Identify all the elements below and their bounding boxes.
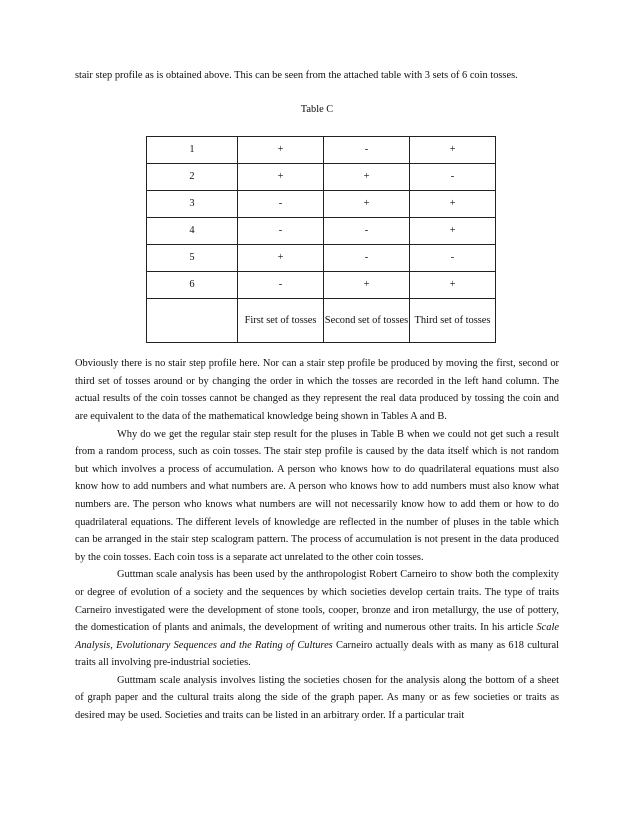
paragraph-text: Guttman scale analysis has been used by the anthropologist Robert Carneiro to show both the complexity or degree of evolution of a society and the sequences by which societies develop certain traits. The type of traits Carneiro investigated were the development of stone tools, cooper, bronze and iron metallurgy, the use of pottery, the domestication of plants and animals, the development of writing and numerous other traits. In his article [75, 569, 559, 634]
table-cell: - [238, 272, 324, 299]
body-paragraph: Obviously there is no stair step profile here. Nor can a stair step profile be produced by moving the first, second or third set of tosses around or by changing the order in which the tosses are recorded in the left hand column. The actual results of the coin tosses cannot be changed as they represent the real data produced by tossing the coin and are equivalent to the data of the mathematical knowledge being shown in Tables A and B. [75, 358, 559, 422]
table-header-cell [147, 299, 238, 343]
table-row [147, 191, 496, 218]
table-cell: + [410, 191, 496, 218]
article-title: Scale Analysis, Evolutionary Sequences and the Rating of Cultures [75, 622, 559, 651]
table-cell: + [238, 137, 324, 164]
table-row [147, 245, 496, 272]
table-cell: - [324, 245, 410, 272]
table-cell: 5 [147, 245, 238, 272]
table-cell: 2 [147, 164, 238, 191]
table-cell: 6 [147, 272, 238, 299]
body-paragraph [75, 566, 559, 672]
table-cell: 4 [147, 218, 238, 245]
document-page [75, 67, 559, 725]
table-cell: - [238, 218, 324, 245]
intro-paragraph: stair step profile as is obtained above. This can be seen from the attached table with 3 sets of 6 coin tosses. [75, 70, 518, 81]
table-header-cell: First set of tosses [238, 299, 324, 343]
table-cell: + [324, 272, 410, 299]
table-cell: + [410, 137, 496, 164]
table-row [147, 218, 496, 245]
table-header-cell: Second set of tosses [324, 299, 410, 343]
table-cell: + [410, 272, 496, 299]
table-cell: + [410, 218, 496, 245]
table-row [147, 164, 496, 191]
table-row [147, 272, 496, 299]
table-header-row [147, 299, 496, 343]
table-header-cell: Third set of tosses [410, 299, 496, 343]
table-cell: + [238, 164, 324, 191]
table-cell: - [410, 164, 496, 191]
body-paragraph: Why do we get the regular stair step result for the pluses in Table B when we could not get such a result from a random process, such as coin tosses. The stair step profile is caused by the data itself which is not random but which involves a process of accumulation. A person who knows how to do quadrilateral equations must also know how to add numbers and what numbers are. A person who knows how to add numbers must also know what numbers are. The person who knows what numbers are will not necessarily know how to add them or how to do quadrilateral equations. The different levels of knowledge are reflected in the number of pluses in the table which can be arranged in the stair step scalogram pattern. The process of accumulation is not present in the data produced by the coin tosses. Each coin toss is a separate act unrelated to the other coin tosses. [75, 428, 559, 563]
table-caption: Table C [300, 103, 334, 115]
coin-toss-table [146, 136, 496, 343]
table-cell: - [324, 137, 410, 164]
table-cell: - [238, 191, 324, 218]
table-cell: 3 [147, 191, 238, 218]
table-cell: + [238, 245, 324, 272]
paragraph-text: Carneiro actually deals with as many as 618 cultural traits all involving pre-industrial societies. [75, 639, 559, 669]
table-row [147, 137, 496, 164]
table-cell: - [324, 218, 410, 245]
table-cell: - [410, 245, 496, 272]
table-cell: + [324, 191, 410, 218]
table-cell: 1 [147, 137, 238, 164]
body-paragraph: Guttmam scale analysis involves listing the societies chosen for the analysis along the bottom of a sheet of graph paper and the cultural traits along the side of the graph paper. As many or as few societies or traits as desired may be used. Societies and traits can be listed in an arbitrary order. If a particular trait [75, 674, 559, 722]
table-cell: + [324, 164, 410, 191]
